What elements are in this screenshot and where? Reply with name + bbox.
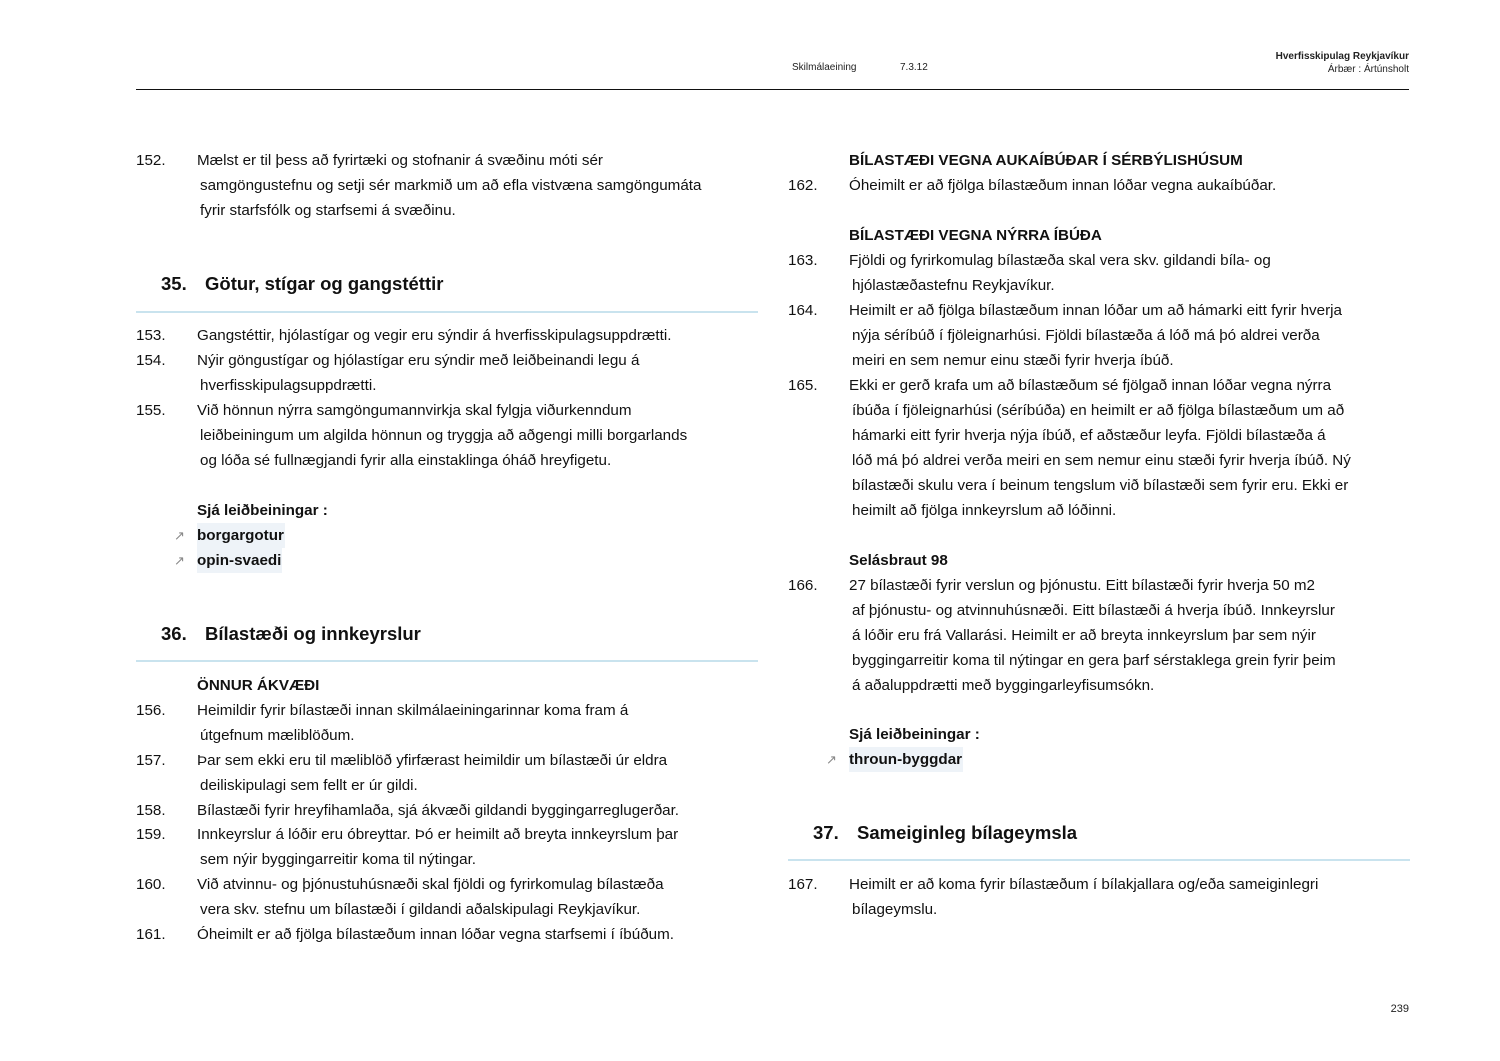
section-heading-37: 37. Sameiginleg bílageymsla (813, 822, 1078, 843)
guideline-link-throun-byggdar[interactable]: throun-byggdar (849, 747, 963, 772)
section-label: Skilmálaeining (792, 62, 857, 73)
section-divider (136, 660, 758, 662)
section-heading-36: 36. Bílastæði og innkeyrslur (161, 623, 421, 644)
north-east-arrow-icon: ↗ (174, 553, 185, 568)
document-subtitle: Árbær : Ártúnsholt (1327, 64, 1409, 75)
document-title: Hverfisskipulag Reykjavíkur (1275, 51, 1409, 62)
north-east-arrow-icon: ↗ (826, 752, 837, 767)
page-number: 239 (1390, 1003, 1409, 1015)
guideline-link-opin-svaedi[interactable]: opin-svaedi (197, 548, 282, 573)
guideline-link-borgargotur[interactable]: borgargotur (197, 523, 285, 548)
paragraph-text: Mælst er til þess að fyrirtæki og stofnanir á svæðinu móti sér samgöngustefnu og setji sér markmið um að efla vistvæna samgöngumáta fyrir starfsfólk og starfsemi á svæðinu. (197, 152, 702, 219)
paragraph-number: 152. (136, 152, 166, 169)
header-divider (136, 89, 1409, 90)
north-east-arrow-icon: ↗ (174, 528, 185, 543)
section-heading-35: 35. Götur, stígar og gangstéttir (161, 273, 444, 294)
section-divider (788, 859, 1410, 861)
section-divider (136, 311, 758, 313)
section-number: 7.3.12 (900, 62, 928, 73)
document-header (1276, 50, 1409, 76)
